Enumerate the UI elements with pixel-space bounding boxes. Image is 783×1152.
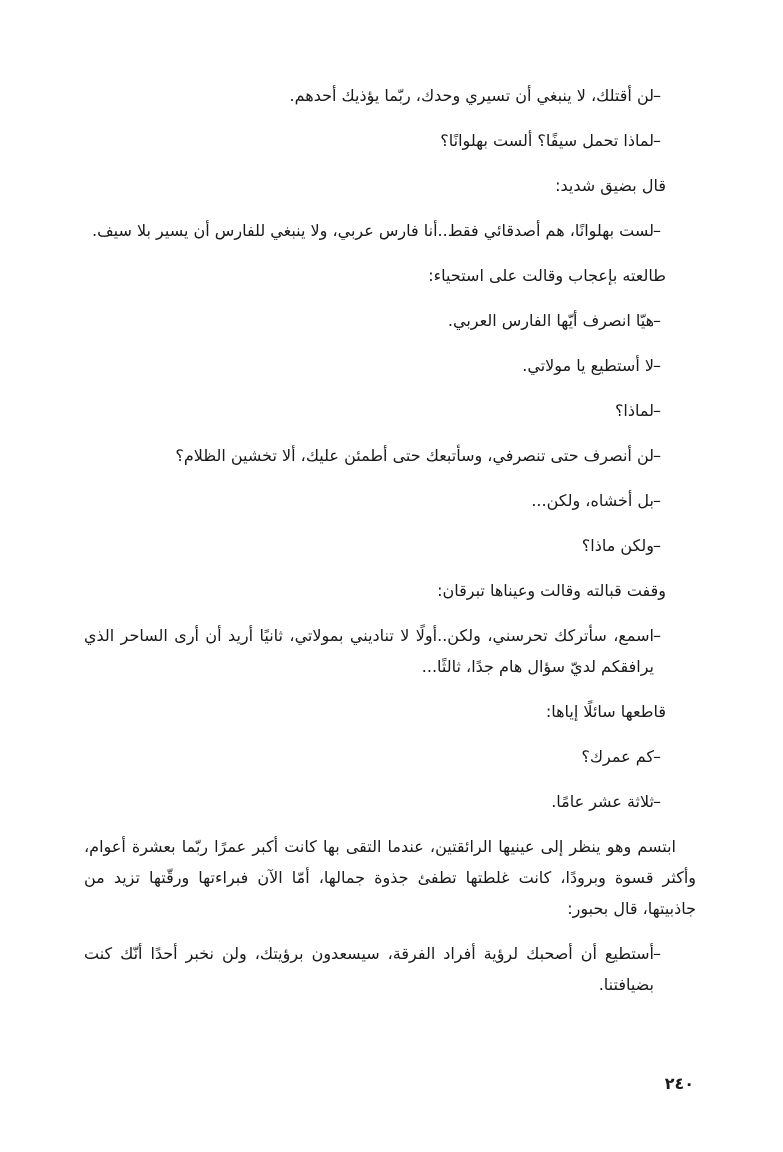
narration-text: طالعته بإعجاب وقالت على استحياء: bbox=[428, 266, 666, 285]
paragraph-text: ابتسم وهو ينظر إلى عينيها الرائقتين، عندما التقى بها كانت أكبر عمرًا ربّما بعشرة أعوام، وأكثر قسوة وبرودًا، كانت غلطتها تطفئ جذوة جمالها، أمّا الآن فبراءتها ورقّتها تزيد من جاذبيتها، قال بحبور: bbox=[84, 837, 696, 918]
dialogue-dash: – bbox=[653, 792, 661, 811]
dialogue-dash: – bbox=[653, 356, 661, 375]
dialogue-line bbox=[84, 395, 696, 426]
narration-text: قال بضيق شديد: bbox=[555, 176, 666, 195]
dialogue-line bbox=[84, 440, 696, 471]
dialogue-dash: – bbox=[653, 311, 661, 330]
dialogue-line bbox=[84, 530, 696, 561]
dialogue-dash: – bbox=[653, 86, 661, 105]
dialogue-text: هيّا انصرف أيّها الفارس العربي. bbox=[447, 311, 654, 330]
dialogue-text: اسمع، سأتركك تحرسني، ولكن..أولًا لا تناديني بمولاتي، ثانيًا أريد أن أرى الساحر الذي يرافقكم لديّ سؤال هام جدًا، ثالثًا... bbox=[84, 626, 654, 676]
dialogue-text: لست بهلوانًا، هم أصدقائي فقط..أنا فارس عربي، ولا ينبغي للفارس أن يسير بلا سيف. bbox=[92, 221, 654, 240]
page-body bbox=[84, 80, 696, 1014]
dialogue-dash: – bbox=[653, 446, 661, 465]
dialogue-text: ثلاثة عشر عامًا. bbox=[551, 792, 654, 811]
dialogue-line bbox=[84, 350, 696, 381]
dialogue-line bbox=[84, 485, 696, 516]
dialogue-line bbox=[84, 786, 696, 817]
page-number: ٢٤٠ bbox=[664, 1074, 694, 1093]
dialogue-dash: – bbox=[653, 944, 661, 963]
dialogue-text: لا أستطيع يا مولاتي. bbox=[522, 356, 654, 375]
dialogue-line bbox=[84, 741, 696, 772]
dialogue-dash: – bbox=[653, 491, 661, 510]
dialogue-dash: – bbox=[653, 536, 661, 555]
narration-line bbox=[84, 575, 696, 606]
dialogue-text: بل أخشاه، ولكن... bbox=[531, 491, 654, 510]
narration-text: وقفت قبالته وقالت وعيناها تبرقان: bbox=[437, 581, 666, 600]
dialogue-text: ولكن ماذا؟ bbox=[581, 536, 654, 555]
dialogue-line bbox=[84, 305, 696, 336]
body-paragraph bbox=[84, 831, 696, 924]
dialogue-dash: – bbox=[653, 131, 661, 150]
dialogue-text: لماذا؟ bbox=[614, 401, 654, 420]
dialogue-text: كم عمرك؟ bbox=[581, 747, 654, 766]
dialogue-line bbox=[84, 620, 696, 682]
narration-line bbox=[84, 260, 696, 291]
dialogue-dash: – bbox=[653, 747, 661, 766]
narration-line bbox=[84, 170, 696, 201]
dialogue-text: لن أنصرف حتى تنصرفي، وسأتبعك حتى أطمئن عليك، ألا تخشين الظلام؟ bbox=[175, 446, 654, 465]
dialogue-text: لن أقتلك، لا ينبغي أن تسيري وحدك، ربّما يؤذيك أحدهم. bbox=[289, 86, 654, 105]
narration-line bbox=[84, 696, 696, 727]
dialogue-line bbox=[84, 80, 696, 111]
dialogue-line bbox=[84, 938, 696, 1000]
dialogue-dash: – bbox=[653, 221, 661, 240]
dialogue-dash: – bbox=[653, 626, 661, 645]
dialogue-line bbox=[84, 125, 696, 156]
dialogue-dash: – bbox=[653, 401, 661, 420]
dialogue-text: أستطيع أن أصحبك لرؤية أفراد الفرقة، سيسعدون برؤيتك، ولن نخبر أحدًا أنّك كنت بضيافتنا. bbox=[84, 944, 654, 994]
dialogue-line bbox=[84, 215, 696, 246]
dialogue-text: لماذا تحمل سيفًا؟ ألست بهلوانًا؟ bbox=[440, 131, 654, 150]
narration-text: قاطعها سائلًا إياها: bbox=[545, 702, 666, 721]
